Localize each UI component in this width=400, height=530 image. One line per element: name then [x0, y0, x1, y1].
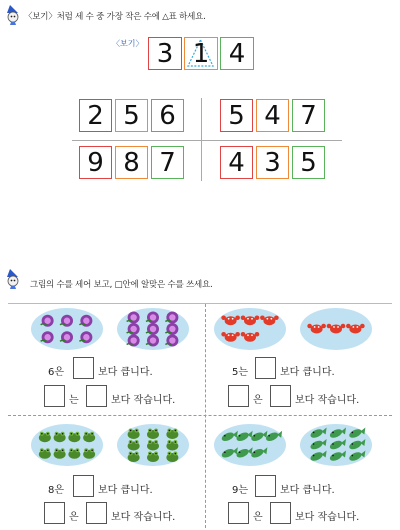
green-frog-icon	[166, 452, 178, 463]
problem-line2-mid: 은	[253, 395, 263, 406]
green-frog-icon	[68, 448, 80, 459]
answer-box[interactable]	[228, 502, 249, 524]
digit-box[interactable]	[256, 146, 289, 179]
example-digit-box	[220, 37, 254, 70]
problem-line1-start: 8은	[48, 485, 65, 496]
example-digit-box	[148, 37, 182, 70]
counting-picture	[30, 421, 190, 471]
problem-line2-mid: 은	[253, 512, 263, 523]
problem-line1-end: 보다 큽니다.	[280, 367, 335, 378]
example-digit: 1	[192, 38, 210, 69]
green-frog-icon	[128, 428, 140, 439]
digit-box[interactable]	[79, 146, 112, 179]
answer-box[interactable]	[255, 357, 276, 379]
digit: 5	[300, 147, 317, 178]
answer-box[interactable]	[44, 502, 65, 524]
digit: 2	[87, 100, 104, 131]
digit-box[interactable]	[220, 99, 253, 132]
green-frog-icon	[166, 428, 178, 439]
answer-box[interactable]	[270, 385, 291, 407]
left-picture-oval	[214, 308, 286, 350]
digit: 9	[87, 147, 104, 178]
digit-box[interactable]	[115, 99, 148, 132]
green-frog-icon	[147, 428, 159, 439]
green-frog-icon	[54, 432, 66, 443]
problem-line2-end: 보다 작습니다.	[111, 395, 176, 406]
green-frog-icon	[83, 432, 95, 443]
example-digit-box-marked	[184, 37, 218, 70]
green-frog-icon	[166, 440, 178, 451]
left-picture-oval	[214, 424, 286, 466]
answer-box[interactable]	[73, 357, 94, 379]
example-digit: 4	[228, 38, 246, 69]
answer-box[interactable]	[44, 385, 65, 407]
mascot-icon	[4, 4, 24, 26]
digit-box[interactable]	[220, 146, 253, 179]
problem-flowers	[30, 305, 190, 355]
section2-top-rule	[8, 303, 392, 304]
green-frog-icon	[128, 452, 140, 463]
green-frog-icon	[39, 432, 51, 443]
digit-box[interactable]	[79, 99, 112, 132]
digit-box[interactable]	[292, 99, 325, 132]
answer-box[interactable]	[86, 385, 107, 407]
green-frog-icon	[147, 452, 159, 463]
problem-line2-mid: 은	[69, 512, 79, 523]
left-picture-oval	[31, 308, 103, 350]
green-frog-icon	[68, 432, 80, 443]
digit: 5	[123, 100, 140, 131]
section2-instruction: 그림의 수를 세어 보고, □안에 알맞은 수를 쓰세요.	[30, 280, 213, 290]
digit: 6	[159, 100, 176, 131]
grid-divider-vertical	[201, 98, 202, 181]
digit: 7	[300, 100, 317, 131]
section1-instruction: 〈보기〉처럼 세 수 중 가장 작은 수에 △표 하세요.	[24, 12, 206, 22]
digit: 8	[123, 147, 140, 178]
green-frog-icon	[39, 448, 51, 459]
left-picture-oval	[31, 424, 103, 466]
section2-middle-rule	[8, 415, 392, 416]
problem-line1-start: 5는	[232, 367, 249, 378]
digit: 4	[264, 100, 281, 131]
green-frog-icon	[128, 440, 140, 451]
grid-divider-horizontal	[72, 140, 342, 141]
answer-box[interactable]	[255, 475, 276, 497]
problem-line1-end: 보다 큽니다.	[280, 485, 335, 496]
problem-line1-start: 6은	[48, 367, 65, 378]
digit-box[interactable]	[151, 99, 184, 132]
digit-box[interactable]	[151, 146, 184, 179]
problem-line2-end: 보다 작습니다.	[295, 395, 360, 406]
problem-line1-end: 보다 큽니다.	[98, 367, 153, 378]
problem-frogs	[30, 421, 190, 471]
answer-box[interactable]	[86, 502, 107, 524]
digit-box[interactable]	[292, 146, 325, 179]
digit-box[interactable]	[115, 146, 148, 179]
mascot-icon	[4, 268, 24, 290]
answer-box[interactable]	[73, 475, 94, 497]
green-frog-icon	[83, 448, 95, 459]
counting-picture	[213, 421, 373, 471]
digit: 4	[228, 147, 245, 178]
problem-line2-end: 보다 작습니다.	[295, 512, 360, 523]
digit: 5	[228, 100, 245, 131]
problem-line1-start: 9는	[232, 485, 249, 496]
digit: 3	[264, 147, 281, 178]
section2-vertical-rule	[205, 304, 206, 528]
green-frog-icon	[147, 440, 159, 451]
problem-line2-mid: 는	[69, 395, 79, 406]
problem-line2-end: 보다 작습니다.	[111, 512, 176, 523]
counting-picture	[213, 305, 373, 355]
example-label: 〈보기〉	[112, 39, 144, 48]
digit-box[interactable]	[256, 99, 289, 132]
counting-picture	[30, 305, 190, 355]
problem-line1-end: 보다 큽니다.	[98, 485, 153, 496]
problem-fish	[213, 421, 373, 471]
problem-crabs	[213, 305, 373, 355]
example-digit: 3	[156, 38, 174, 69]
answer-box[interactable]	[228, 385, 249, 407]
digit: 7	[159, 147, 176, 178]
green-frog-icon	[54, 448, 66, 459]
answer-box[interactable]	[270, 502, 291, 524]
